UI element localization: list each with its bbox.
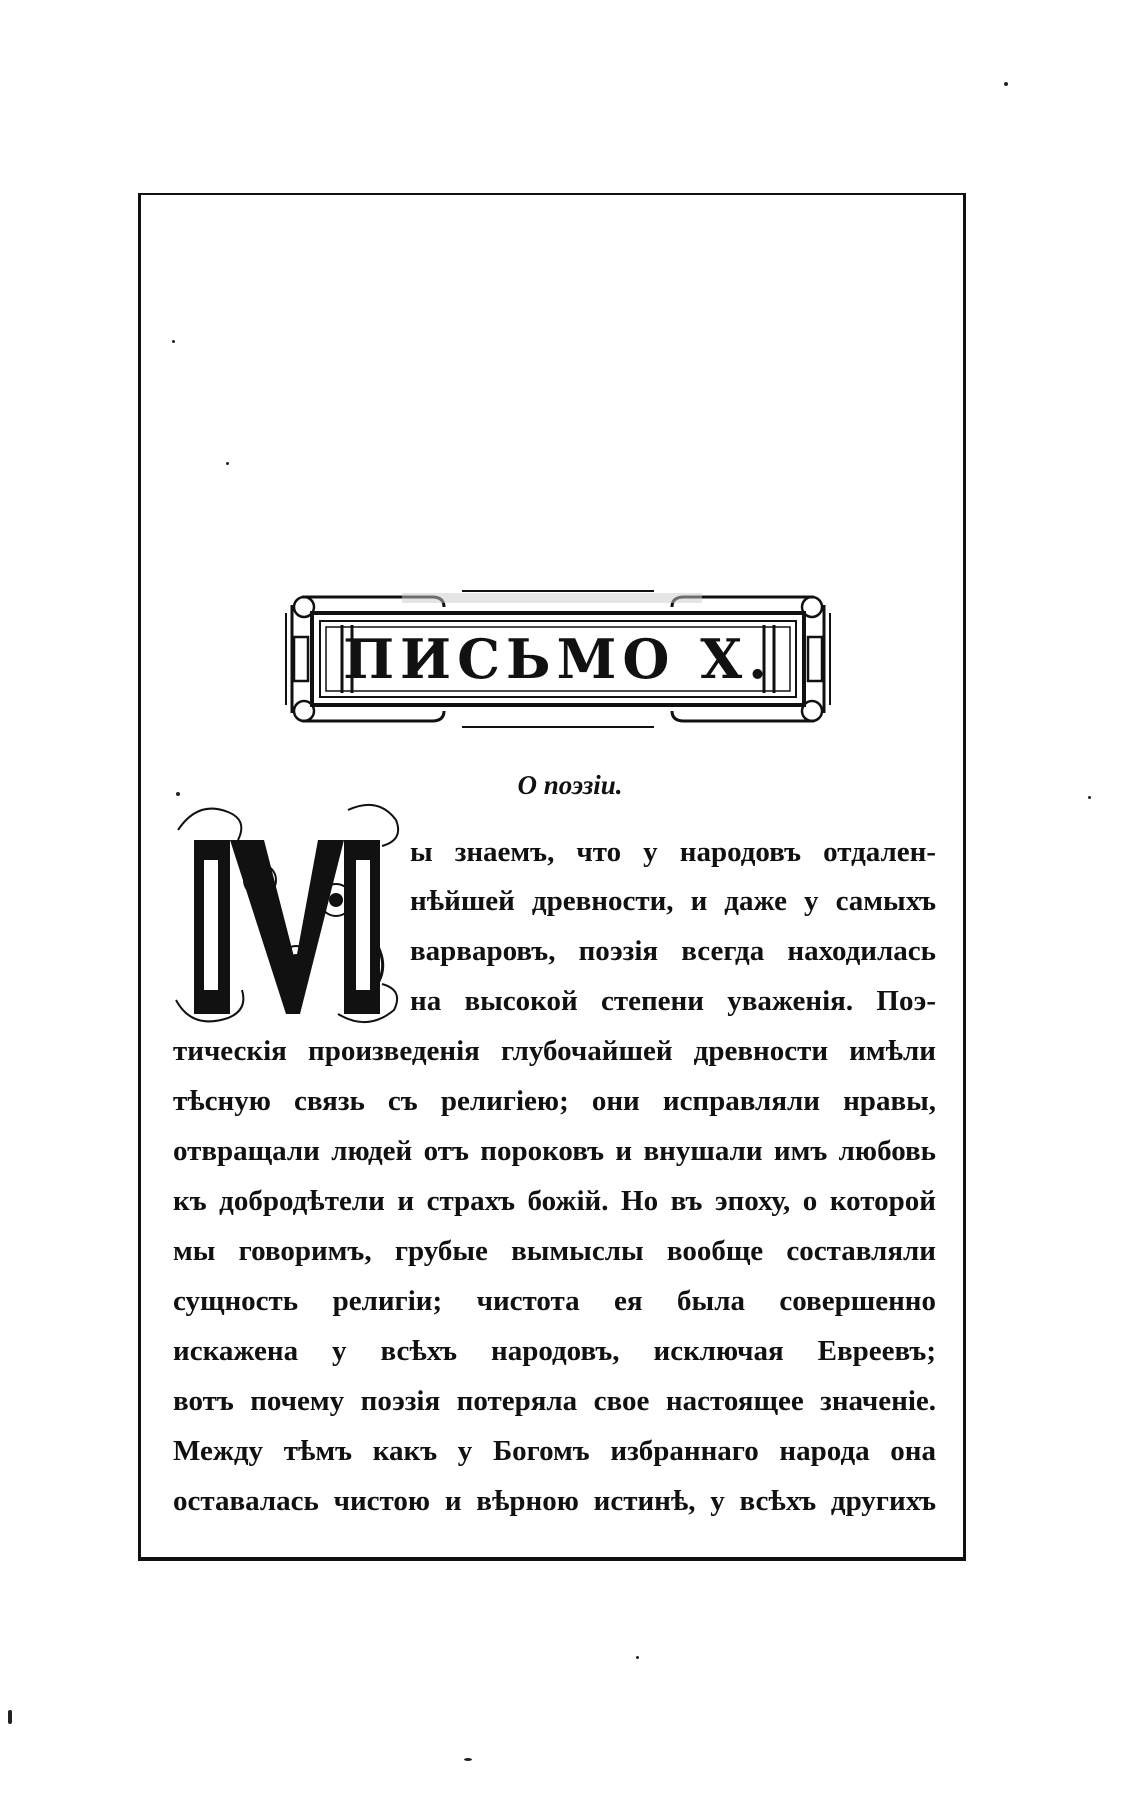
scan-speck (8, 1710, 12, 1724)
ornamental-initial (168, 800, 406, 1032)
text-line-5: тическія произведенія глубочайшей древности имѣли (173, 1035, 936, 1067)
scan-speck (176, 792, 180, 796)
chapter-banner (282, 585, 834, 733)
text-line-2: нѣйшей древности, и даже у самыхъ (410, 885, 936, 917)
text-line-4: на высокой степени уваженія. Поэ- (410, 985, 936, 1017)
text-line-6: тѣсную связь съ религіею; они исправляли нравы, (173, 1085, 936, 1117)
scan-speck (464, 1758, 472, 1761)
text-line-1: ы знаемъ, что у народовъ отдален- (410, 836, 936, 868)
scan-speck (1004, 82, 1008, 86)
scan-speck (172, 340, 175, 343)
text-line-3: варваровъ, поэзія всегда находилась (410, 935, 936, 967)
drop-cap-ornament (168, 800, 406, 1032)
text-line-10: сущность религіи; чистота ея была совершенно (173, 1285, 936, 1317)
scan-speck (636, 1656, 639, 1659)
text-line-11: искажена у всѣхъ народовъ, исключая Евреевъ; (173, 1335, 936, 1367)
scan-speck (226, 462, 229, 465)
text-line-8: къ добродѣтели и страхъ божій. Но въ эпоху, о которой (173, 1185, 936, 1217)
chapter-subtitle: О поэзіи. (517, 770, 623, 800)
scan-speck (1088, 796, 1091, 799)
chapter-heading: ПИСЬМО X. (343, 627, 773, 691)
text-line-7: отвращали людей отъ пороковъ и внушали имъ любовь (173, 1135, 936, 1167)
text-line-12: вотъ почему поэзія потеряла свое настоящее значеніе. (173, 1385, 936, 1417)
text-line-14: оставалась чистою и вѣрною истинѣ, у всѣхъ другихъ (173, 1485, 936, 1517)
text-line-9: мы говоримъ, грубые вымыслы вообще составляли (173, 1235, 936, 1267)
text-line-13: Между тѣмъ какъ у Богомъ избраннаго народа она (173, 1435, 936, 1467)
